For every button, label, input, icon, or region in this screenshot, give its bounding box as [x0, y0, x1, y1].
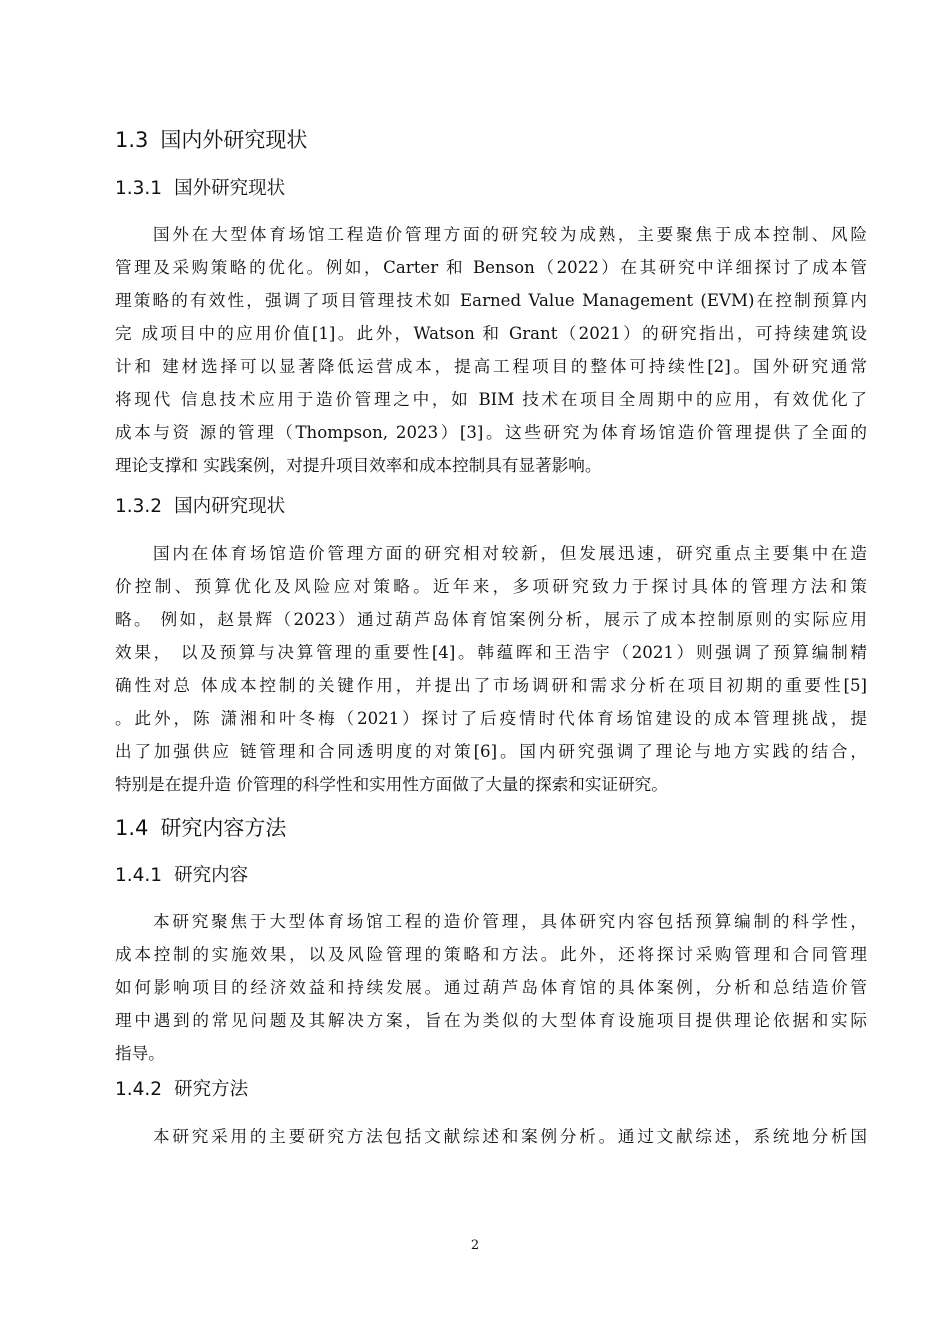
subsection-number: 1.3.2	[115, 496, 163, 517]
paragraph-line: 理论支撑和 实践案例，对提升项目效率和成本控制具有显著影响。	[115, 456, 602, 475]
paragraph-line: 将现代 信息技术应用于造价管理之中，如 BIM 技术在项目全周期中的应用，有效优化了	[115, 390, 867, 409]
page-number: 2	[470, 1238, 480, 1253]
subsection-heading-1-3-1	[115, 176, 285, 202]
section-number: 1.3	[115, 128, 149, 152]
paragraph-line: 成本控制的实施效果，以及风险管理的策略和方法。此外，还将探讨采购管理和合同管理	[115, 945, 867, 964]
paragraph-line: 成本与资 源的管理（Thompson, 2023）[3]。这些研究为体育场馆造价管理提供了全面的	[115, 423, 867, 442]
paragraph-line: 管理及采购策略的优化。例如，Carter 和 Benson（2022）在其研究中详细探讨了成本管	[115, 258, 867, 277]
paragraph-line: 指导。	[115, 1044, 165, 1063]
paragraph-line: 确性对总 体成本控制的关键作用，并提出了市场调研和需求分析在项目初期的重要性[5]	[115, 676, 867, 695]
subsection-heading-1-3-2	[115, 494, 285, 520]
paragraph-line: 完 成项目中的应用价值[1]。此外，Watson 和 Grant（2021）的研究指出，可持续建筑设	[115, 324, 867, 343]
section-title: 研究内容方法	[160, 816, 287, 840]
subsection-heading-1-4-1	[115, 863, 248, 889]
subsection-title: 研究内容	[174, 865, 249, 886]
paragraph-line: 出了加强供应 链管理和合同透明度的对策[6]。国内研究强调了理论与地方实践的结合，	[115, 742, 867, 761]
section-heading-1-4	[115, 814, 286, 842]
subsection-heading-1-4-2	[115, 1077, 248, 1103]
paragraph-line: 特别是在提升造 价管理的科学性和实用性方面做了大量的探索和实证研究。	[115, 775, 668, 794]
paragraph-line: 理策略的有效性，强调了项目管理技术如 Earned Value Management (EVM)在控制预算内	[115, 291, 867, 310]
paragraph-line: 国内在体育场馆造价管理方面的研究相对较新，但发展迅速，研究重点主要集中在造	[153, 544, 867, 563]
paragraph-line: 略。 例如，赵景辉（2023）通过葫芦岛体育馆案例分析，展示了成本控制原则的实际应用	[115, 610, 867, 629]
paragraph-line: 价控制、预算优化及风险应对策略。近年来，多项研究致力于探讨具体的管理方法和策	[115, 577, 867, 596]
paragraph-line: 如何影响项目的经济效益和持续发展。通过葫芦岛体育馆的具体案例，分析和总结造价管	[115, 978, 867, 997]
subsection-title: 研究方法	[174, 1079, 249, 1100]
paragraph-line: 国外在大型体育场馆工程造价管理方面的研究较为成熟，主要聚焦于成本控制、风险	[153, 225, 867, 244]
subsection-number: 1.3.1	[115, 178, 163, 199]
section-number: 1.4	[115, 816, 149, 840]
section-title: 国内外研究现状	[160, 128, 308, 152]
subsection-title: 国内研究现状	[174, 496, 286, 517]
paragraph-line: 。此外，陈 潇湘和叶冬梅（2021）探讨了后疫情时代体育场馆建设的成本管理挑战，提	[115, 709, 867, 728]
subsection-number: 1.4.2	[115, 1079, 163, 1100]
section-heading-1-3	[115, 126, 307, 154]
paragraph-line: 理中遇到的常见问题及其解决方案，旨在为类似的大型体育设施项目提供理论依据和实际	[115, 1011, 867, 1030]
paragraph-line: 本研究聚焦于大型体育场馆工程的造价管理，具体研究内容包括预算编制的科学性，	[153, 912, 867, 931]
paragraph-line: 本研究采用的主要研究方法包括文献综述和案例分析。通过文献综述，系统地分析国	[153, 1127, 867, 1146]
subsection-number: 1.4.1	[115, 865, 163, 886]
paragraph-line: 计和 建材选择可以显著降低运营成本，提高工程项目的整体可持续性[2]。国外研究通常	[115, 357, 867, 376]
paragraph-line: 效果， 以及预算与决算管理的重要性[4]。韩蕴晖和王浩宇（2021）则强调了预算编制精	[115, 643, 867, 662]
subsection-title: 国外研究现状	[174, 178, 286, 199]
